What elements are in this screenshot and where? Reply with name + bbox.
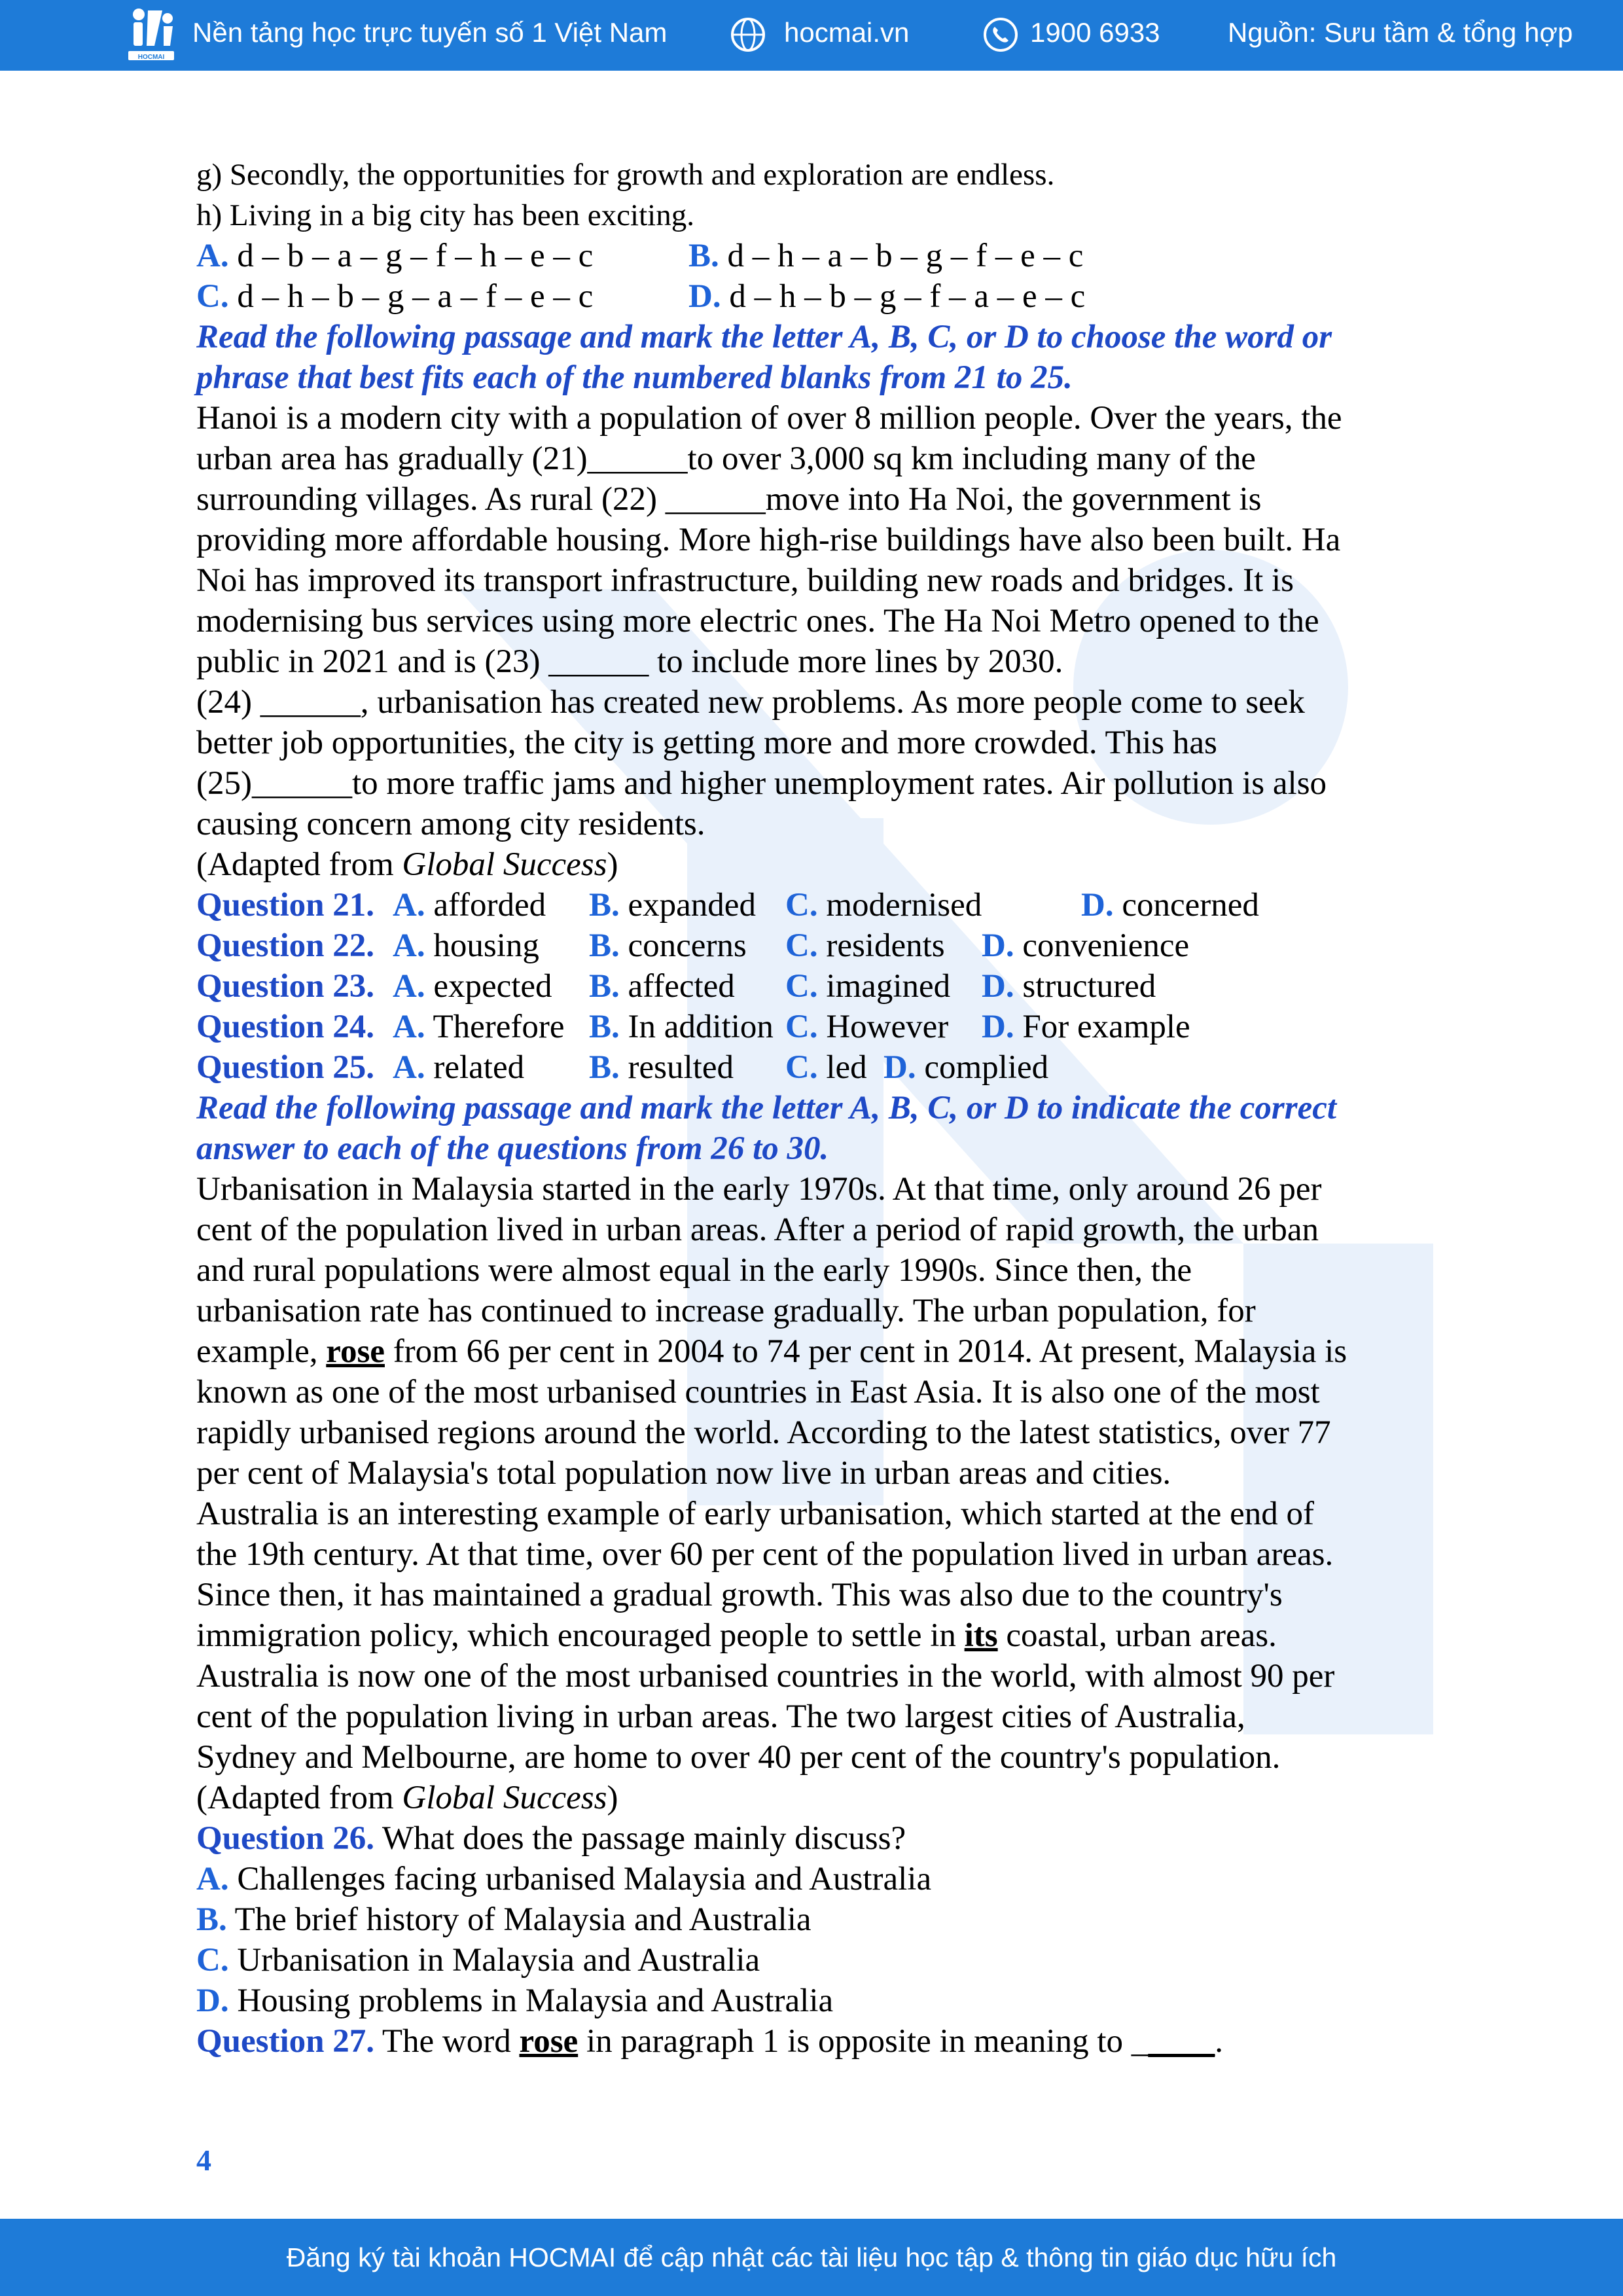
q26-option-c: C. Urbanisation in Malaysia and Australia [196, 1942, 760, 1979]
passage1-line: (25)______to more traffic jams and higher unemployment rates. Air pollution is also [196, 765, 1327, 802]
sentence-label: h) [196, 198, 223, 232]
instruction-reading-line-2: answer to each of the questions from 26 to 30. [196, 1130, 829, 1167]
option-b: B. affected [589, 968, 735, 1005]
passage1-line: surrounding villages. As rural (22) ______move into Ha Noi, the government is [196, 481, 1262, 518]
passage1-line: public in 2021 and is (23) ______ to include more lines by 2030. [196, 643, 1063, 680]
page-number: 4 [196, 2144, 211, 2177]
page-footer [0, 2219, 1623, 2296]
option-c: C. residents [785, 927, 945, 964]
option-a: A. expected [393, 968, 552, 1005]
option-c: C. imagined [785, 968, 951, 1005]
document-body [196, 154, 1440, 2062]
option-c: C. modernised [785, 887, 982, 924]
passage2-line: the 19th century. At that time, over 60 per cent of the population lived in urban areas. [196, 1536, 1334, 1573]
question-label: Question 23. [196, 968, 375, 1005]
option-b: B. resulted [589, 1049, 734, 1086]
passage1-line: urban area has gradually (21)______to over 3,000 sq km including many of the [196, 440, 1256, 477]
option-c: C. d – h – b – g – a – f – e – c [196, 278, 594, 315]
question-label: Question 27. [196, 2023, 375, 2060]
sentence-g [196, 154, 1440, 195]
passage2-line: immigration policy, which encouraged people to settle in its coastal, urban areas. [196, 1617, 1277, 1654]
question-26 [196, 1818, 1440, 1859]
passage2-line: per cent of Malaysia's total population now live in urban areas and cities. [196, 1455, 1171, 1492]
passage2-line: example, rose from 66 per cent in 2004 to 74 per cent in 2014. At present, Malaysia is [196, 1333, 1347, 1370]
header-website-link[interactable]: hocmai.vn [784, 17, 910, 48]
passage1-line: causing concern among city residents. [196, 806, 705, 842]
option-d: D. d – h – b – g – f – a – e – c [688, 278, 1086, 315]
answer-blank: ____ [1148, 2023, 1215, 2060]
passage1-line: better job opportunities, the city is getting more and more crowded. This has [196, 725, 1217, 761]
logo-text: HOCMAI [137, 54, 165, 61]
question-label: Question 26. [196, 1820, 375, 1857]
passage1-line: (24) ______, urbanisation has created new problems. As more people come to seek [196, 684, 1305, 721]
header-tagline: Nền tảng học trực tuyến số 1 Việt Nam [192, 17, 668, 48]
passage2-line: urbanisation rate has continued to increase gradually. The urban population, for [196, 1293, 1256, 1329]
passage1-line: modernising bus services using more electric ones. The Ha Noi Metro opened to the [196, 603, 1319, 639]
option-a: A. afforded [393, 887, 546, 924]
option-c: C. However [785, 1009, 949, 1045]
passage1-line: Hanoi is a modern city with a population of over 8 million people. Over the years, the [196, 400, 1342, 437]
option-d: D. structured [982, 968, 1156, 1005]
source-citation-1: (Adapted from Global Success) [196, 846, 618, 883]
option-b: B. expanded [589, 887, 756, 924]
question-21 [196, 885, 1440, 925]
hocmai-logo-icon [122, 4, 178, 64]
question-27: Question 27. The word rose in paragraph 1 is opposite in meaning to _____. [196, 2023, 1224, 2060]
q26-option-b: B. The brief history of Malaysia and Australia [196, 1901, 812, 1938]
passage2-line: Australia is now one of the most urbanised countries in the world, with almost 90 per [196, 1658, 1335, 1695]
passage2-line: rapidly urbanised regions around the world. According to the latest statistics, over 77 [196, 1414, 1331, 1451]
option-b: B. In addition [589, 1009, 774, 1045]
passage2-line: cent of the population living in urban areas. The two largest cities of Australia, [196, 1698, 1245, 1735]
globe-icon [730, 17, 766, 52]
question-24 [196, 1007, 1440, 1047]
source-citation-2: (Adapted from Global Success) [196, 1780, 618, 1816]
question-label: Question 25. [196, 1049, 375, 1086]
option-a: A. housing [393, 927, 539, 964]
passage2-line: Australia is an interesting example of early urbanisation, which started at the end of [196, 1496, 1314, 1532]
passage2-line: known as one of the most urbanised countries in East Asia. It is also one of the most [196, 1374, 1320, 1410]
q26-option-a: A. Challenges facing urbanised Malaysia and Australia [196, 1861, 932, 1897]
underlined-word-rose: rose [519, 2023, 579, 2060]
passage2-line: cent of the population lived in urban areas. After a period of rapid growth, the urban [196, 1211, 1319, 1248]
question-label: Question 24. [196, 1009, 375, 1045]
phone-icon [983, 17, 1018, 52]
q20-options-row-2 [196, 276, 1440, 317]
question-text: What does the passage mainly discuss? [374, 1820, 906, 1857]
instruction-cloze-line-1: Read the following passage and mark the letter A, B, C, or D to choose the word or [196, 319, 1332, 355]
instruction-reading-line-1: Read the following passage and mark the letter A, B, C, or D to indicate the correct [196, 1090, 1337, 1126]
header-phone: 1900 6933 [1030, 17, 1160, 48]
page-header [0, 0, 1623, 71]
option-b: B. concerns [589, 927, 747, 964]
sentence-label: g) [196, 158, 223, 192]
footer-text: Đăng ký tài khoản HOCMAI để cập nhật các tài liệu học tập & thông tin giáo dục hữu ích [286, 2242, 1337, 2272]
q26-option-d: D. Housing problems in Malaysia and Australia [196, 1982, 834, 2019]
option-d: D. concerned [1081, 887, 1259, 924]
option-a: A. related [393, 1049, 525, 1086]
question-label: Question 21. [196, 887, 375, 924]
passage2-line: Urbanisation in Malaysia started in the early 1970s. At that time, only around 26 per [196, 1171, 1322, 1208]
underlined-word-its: its [964, 1617, 998, 1654]
passage2-line: Sydney and Melbourne, are home to over 40 per cent of the country's population. [196, 1739, 1281, 1776]
sentence-h [196, 195, 1440, 236]
option-d: D. complied [883, 1049, 1049, 1086]
sentence-text: Secondly, the opportunities for growth and exploration are endless. [229, 158, 1055, 192]
passage1-line: Noi has improved its transport infrastructure, building new roads and bridges. It is [196, 562, 1294, 599]
option-b: B. d – h – a – b – g – f – e – c [688, 238, 1084, 274]
option-d: D. convenience [982, 927, 1190, 964]
option-d: D. For example [982, 1009, 1190, 1045]
option-a: A. Therefore [393, 1009, 565, 1045]
sentence-text: Living in a big city has been exciting. [229, 198, 694, 232]
underlined-word-rose: rose [326, 1333, 385, 1370]
option-c: C. led [785, 1049, 867, 1086]
question-label: Question 22. [196, 927, 375, 964]
header-source: Nguồn: Sưu tầm & tổng hợp [1228, 17, 1573, 48]
q20-options-row-1 [196, 236, 1440, 276]
passage1-line: providing more affordable housing. More high-rise buildings have also been built. Ha [196, 522, 1341, 558]
question-23 [196, 966, 1440, 1007]
question-25 [196, 1047, 1440, 1088]
passage2-line: Since then, it has maintained a gradual growth. This was also due to the country's [196, 1577, 1283, 1613]
instruction-cloze-line-2: phrase that best fits each of the numbered blanks from 21 to 25. [196, 359, 1073, 396]
option-a: A. d – b – a – g – f – h – e – c [196, 238, 594, 274]
question-22 [196, 925, 1440, 966]
passage2-line: and rural populations were almost equal in the early 1990s. Since then, the [196, 1252, 1192, 1289]
